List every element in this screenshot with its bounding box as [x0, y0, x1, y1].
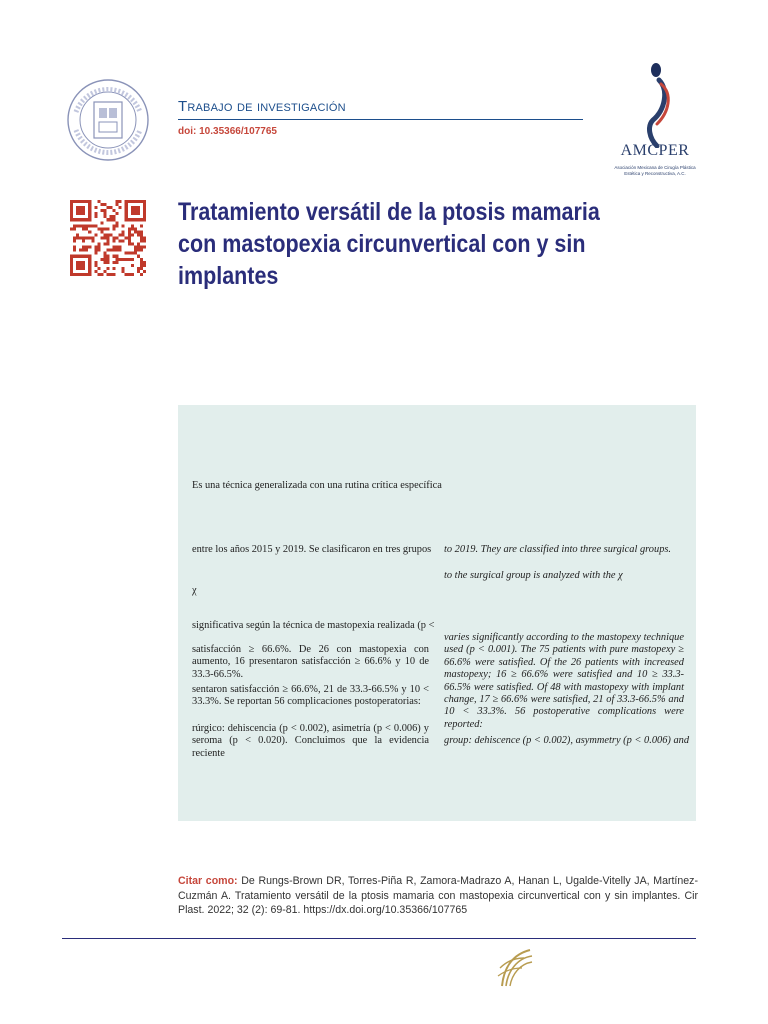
abstract-en-line-3: group: dehiscence (p < 0.002), asymmetry (p < 0.006) and: [444, 735, 690, 746]
citation: [178, 874, 698, 918]
abstract-es-paragraph-1: satisfacción ≥ 66.6%. De 26 con mastopexia con aumento, 16 presentaron satisfacción ≥ 66.6% y 10 de 33.3-66.5%.: [192, 644, 429, 680]
abstract-es-line-4: significativa según la técnica de mastopexia realizada (p <: [192, 620, 435, 631]
journal-seal-logo: [66, 78, 150, 162]
abstract-es-line-2: entre los años 2015 y 2019. Se clasificaron en tres grupos: [192, 544, 432, 555]
abstract-en-line-2: to the surgical group is analyzed with the χ: [444, 570, 623, 581]
section-label: Trabajo de investigación: [178, 98, 346, 115]
amcper-subtitle-line-1: Asociación Mexicana de Cirugía Plástica: [614, 165, 696, 170]
abstract-es-line-3: χ: [192, 585, 197, 596]
citation-text: De Rungs-Brown DR, Torres-Piña R, Zamora-Madrazo A, Hanan L, Ugalde-Vitelly JA, Martínez-Cuzmán A. Tratamiento versátil de la ptosis mamaria con mastopexia circunvertical con y sin implantes. Cir Plast. 2022; 32 (2): 69-81. https://dx.doi.org/10.35366/107765: [178, 875, 698, 917]
header-divider: [178, 119, 583, 120]
footer-leaf-icon: [494, 946, 534, 990]
abstract-es-line-1: Es una técnica generalizada con una rutina crítica específica: [192, 480, 442, 491]
footer-divider: [62, 938, 696, 939]
amcper-subtitle-line-2: Estética y Reconstructiva, A.C.: [624, 170, 686, 176]
amcper-logo: [605, 60, 705, 180]
citation-label: Citar como:: [178, 875, 238, 887]
abstract-box: [178, 405, 696, 821]
qr-code-icon[interactable]: [70, 200, 146, 276]
abstract-en-line-1: to 2019. They are classified into three surgical groups.: [444, 544, 672, 555]
abstract-es-paragraph-3: rúrgico: dehiscencia (p < 0.002), asimetría (p < 0.006) y seroma (p < 0.020). Concluimos que la evidencia reciente: [192, 723, 429, 759]
amcper-subtitle: [605, 165, 705, 176]
amcper-name: AMCPER: [620, 142, 690, 159]
amcper-figure-icon: [639, 60, 679, 148]
article-title: Tratamiento versátil de la ptosis mamaria con mastopexia circunvertical con y sin implantes: [178, 198, 600, 290]
doi-link[interactable]: doi: 10.35366/107765: [178, 126, 277, 137]
abstract-en-paragraph-1: varies significantly according to the mastopexy technique used (p < 0.001). The 75 patients with pure mastopexy ≥ 66.6% were satisfied. Of the 26 patients with increased mastopexy; 16 ≥ 66.6% were satisfied and 10 ≥ 33.3-66.5% were satisfied. Of 48 with mastopexy with implant change, 17 ≥ 66.6% were satisfied, 21 of 33.3-66.5% and 10 < 33.3%. 56 postoperative complications were reported:: [444, 632, 684, 730]
abstract-es-paragraph-2: sentaron satisfacción ≥ 66.6%, 21 de 33.3-66.5% y 10 < 33.3%. Se reportan 56 complicaciones postoperatorias:: [192, 684, 429, 708]
